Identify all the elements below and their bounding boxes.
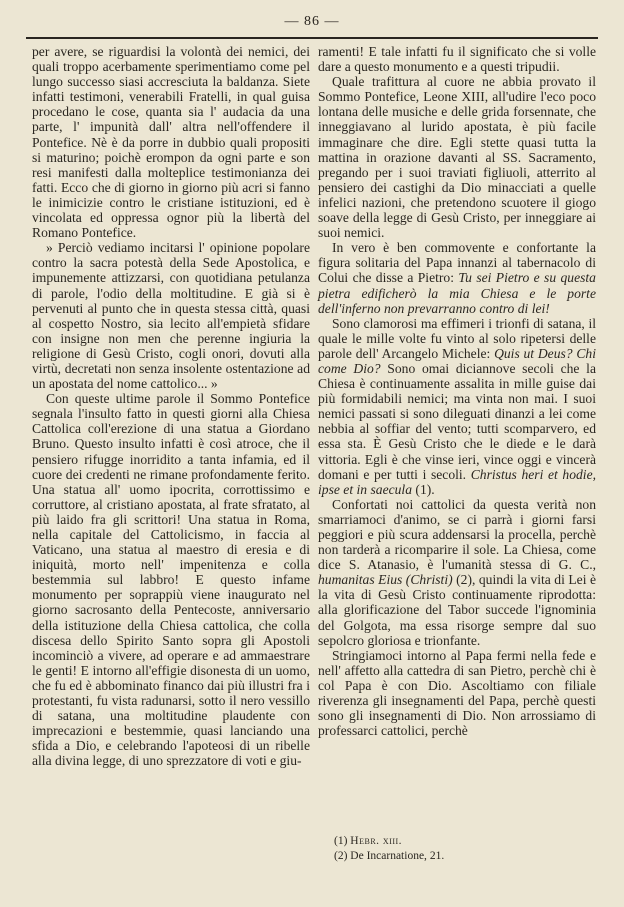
text-run: Sono clamorosi ma effimeri i trionfi di satana, il quale le mille volte fu vinto al solo ripetersi delle parole dell' Arcangelo Michele: bbox=[318, 315, 596, 361]
right-column bbox=[318, 44, 596, 738]
footnote-number: (2) bbox=[334, 850, 348, 862]
text-run: Confortati noi cattolici da questa verità non smarriamoci d'animo, se ci parrà i giorni farsi peggiori e più scura addensarsi la procella, perchè non tarderà a ricomparire il sole. La Chiesa, come dice S. Atanasio, è l'umanità stessa di G. C., bbox=[318, 496, 596, 573]
italic-quote: Tu sei Pietro e su questa pietra edificherò la mia Chiesa e le porte dell'inferno non prevarranno contro di lei! bbox=[318, 270, 596, 316]
paragraph: ramenti! E tale infatti fu il significato che si volle dare a questo monumento e a questi tripudii. bbox=[318, 44, 596, 75]
paragraph: per avere, se riguardisi la volontà dei nemici, dei quali troppo acerbamente sperimentiamo come pel lungo successo siasi accresciuta la baldanza. Siete infatti testimoni, venerabili Fratelli, in qual guisa procedano le cose, quanta sia l' audacia da una parte, l' impunità dall' altra nell'offendere il Pontefice. Nè è da porre in dubbio quali propositi si maturino; poichè erompon da ogni parte e son resi manifesti dalla molteplice testimonianza dei fatti. Ecco che di giorno in giorno più acri si fanno le inimicizie contro le cristiane istituzioni, ed è vincolata ed oppressa ognor più la libertà del Romano Pontefice. bbox=[32, 44, 310, 241]
italic-quote: Quis ut Deus? Chi come Dio? bbox=[318, 345, 596, 376]
paragraph bbox=[318, 240, 596, 315]
footnote-number: (1) bbox=[334, 835, 348, 847]
paragraph bbox=[318, 497, 596, 648]
header-rule bbox=[26, 37, 598, 39]
footnotes bbox=[334, 834, 594, 864]
footnote-text: Hebr. xiii. bbox=[350, 835, 403, 847]
footnote-page: 21. bbox=[429, 850, 445, 862]
footnote-text: De Incarnatione, bbox=[350, 850, 427, 862]
footnote-ref: (1). bbox=[415, 481, 435, 497]
left-column bbox=[32, 44, 310, 769]
italic-quote: Christus heri et hodie, ipse et in saecula bbox=[318, 466, 597, 497]
text-run: In vero è ben commovente e confortante la figura solitaria del Papa innanzi al tabernacolo di Colui che disse a Pietro: bbox=[318, 240, 596, 286]
paragraph: Con queste ultime parole il Sommo Pontefice segnala l'insulto fatto in questi giorni alla Chiesa Cattolica coll'erezione di una statua a Giordano Bruno. Questo insulto infatti è così atroce, che il pensiero rifugge inorridito a tanta infamia, ed il cuore dei credenti ne rimane profondamente ferito. Una statua all' uomo ipocrita, corrottissimo e corruttore, al cristiano apostata, al frate sfratato, al più laido fra gli scrittori! Una statua in Roma, nella capitale del Cattolicismo, in faccia al Vaticano, una statua al maestro di eresia e di iniquità, morto nell' impenitenza e colla bestemmia sul labbro! E questo infame monumento per soprappiù viene inaugurato nel giorno sacrosanto della Pentecoste, anniversario della istituzione della Chiesa cattolica, che colla discesa dello Spirito Santo sopra gli Apostoli incominciò a vivere, ad operare e ad ammaestrare le genti! E intorno all'effigie disonesta di un uomo, che fu ed è abbominato financo dai più illustri fra i protestanti, fu vista radunarsi, sotto il nero vessillo di satana, una moltitudine plaudente con imprecazioni e bestemmie, quasi lanciando una sfida a Dio, e celebrando l'apoteosi di un ribelle alla divina legge, di uno sprezzatore di voti e giu- bbox=[32, 391, 310, 769]
text-run: (2), quindi la vita di Lei è la vita di Gesù Cristo continuamente riprodotta: alla glorificazione del Tabor succede l'ignominia del Golgota, ma essa risorge sempre dal suo sepolcro gloriosa e trionfante. bbox=[318, 572, 597, 648]
page-number: — 86 — bbox=[284, 14, 340, 29]
italic-quote: humanitas Eius (Christi) bbox=[318, 572, 453, 588]
footnote-2 bbox=[334, 849, 594, 864]
paragraph: Stringiamoci intorno al Papa fermi nella fede e nell' affetto alla cattedra di san Pietro, perchè chi è col Papa è con Dio. Ascoltiamo con filiale riverenza gli insegnamenti del Papa, perchè questi sono gli insegnamenti di Dio. Non arrossiamo di professarci cattolici, perchè bbox=[318, 647, 596, 739]
paragraph bbox=[318, 316, 596, 497]
text-run: Sono omai diciannove secoli che la Chiesa è continuamente assalita in mille guise dai più formidabili nemici; ma vinta non mai. I suoi nemici passati si sono dileguati dinanzi a lei come nebbia al soffiar del vento; tutti scomparvero, ed essa sta. È Gesù Cristo che le diede e le darà vittoria. Egli è che vinse ieri, vince oggi e vincerà domani e per tutti i secoli. bbox=[318, 360, 596, 482]
paragraph: Quale trafittura al cuore ne abbia provato il Sommo Pontefice, Leone XIII, all'udire l'eco poco lontana delle musiche e delle grida forsennate, che inneggiavano al lurido apostata, è più facile immaginare che dire. Egli stette quasi tutta la mattina in orazione davanti al SS. Sacramento, pregando per i suoi traviati figliuoli, atterrito al pensiero dei castighi da Dio minacciati a quelle infelici nazioni, che pretendono scuotere il giogo soave della legge di Gesù Cristo, per inneggiare ai suoi nemici. bbox=[318, 74, 596, 241]
footnote-1 bbox=[334, 834, 594, 849]
paragraph: » Perciò vediamo incitarsi l' opinione popolare contro la sacra potestà della Sede Apostolica, e impunemente attizzarsi, con quotidiana petulanza di parole, l'odio della moltitudine. E già si è pervenuti al punto che in questa stessa città, quasi al cospetto Nostro, sia lecito all'empietà sfidare con insigne non men che perenne ingiuria la religione di Gesù Cristo, cogli onori, dovuti alla virtù, decretati non senza insolente ostentazione ad un apostata del nome cattolico... » bbox=[32, 240, 310, 392]
